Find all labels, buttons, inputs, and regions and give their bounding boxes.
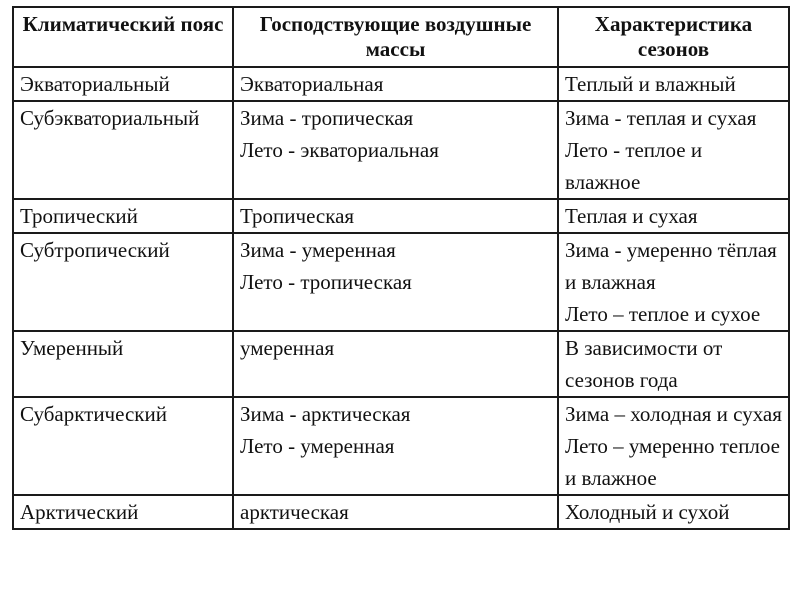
zone-label: Субарктический bbox=[20, 402, 167, 426]
cell-air-masses bbox=[233, 199, 558, 233]
zone-label: Тропический bbox=[20, 204, 138, 228]
cell-zone bbox=[13, 495, 233, 529]
climate-zones-table bbox=[12, 6, 790, 530]
cell-seasons bbox=[558, 397, 789, 495]
table-row bbox=[13, 199, 789, 233]
cell-seasons bbox=[558, 67, 789, 101]
cell-air-masses bbox=[233, 101, 558, 199]
zone-label: Субтропический bbox=[20, 238, 170, 262]
table-row bbox=[13, 101, 789, 199]
season-line: Теплая и сухая bbox=[565, 204, 698, 228]
cell-seasons bbox=[558, 233, 789, 331]
zone-label: Субэкваториальный bbox=[20, 106, 200, 130]
header-air-masses: Господствующие воздушные массы bbox=[233, 7, 558, 67]
air-mass-line: Зима - тропическая bbox=[240, 106, 414, 130]
cell-zone bbox=[13, 397, 233, 495]
season-line: Лето - теплое и влажное bbox=[565, 138, 703, 194]
air-mass-line: Зима - умеренная bbox=[240, 238, 396, 262]
cell-seasons bbox=[558, 101, 789, 199]
zone-label: Экваториальный bbox=[20, 72, 170, 96]
zone-label: Арктический bbox=[20, 500, 139, 524]
table-row bbox=[13, 233, 789, 331]
air-mass-line: Тропическая bbox=[240, 204, 355, 228]
cell-seasons bbox=[558, 331, 789, 397]
cell-zone bbox=[13, 67, 233, 101]
cell-air-masses bbox=[233, 331, 558, 397]
season-line: Лето – теплое и сухое bbox=[565, 302, 761, 326]
air-mass-line: Лето - экваториальная bbox=[240, 138, 439, 162]
cell-zone bbox=[13, 101, 233, 199]
cell-zone bbox=[13, 233, 233, 331]
cell-zone bbox=[13, 199, 233, 233]
cell-air-masses bbox=[233, 67, 558, 101]
cell-air-masses bbox=[233, 397, 558, 495]
cell-seasons bbox=[558, 495, 789, 529]
season-line: В зависимости от сезонов года bbox=[565, 336, 723, 392]
cell-zone bbox=[13, 331, 233, 397]
table-row bbox=[13, 495, 789, 529]
air-mass-line: Экваториальная bbox=[240, 72, 384, 96]
zone-label: Умеренный bbox=[20, 336, 124, 360]
air-mass-line: Зима - арктическая bbox=[240, 402, 411, 426]
cell-air-masses bbox=[233, 495, 558, 529]
table-row bbox=[13, 331, 789, 397]
air-mass-line: Лето - умеренная bbox=[240, 434, 395, 458]
table-row bbox=[13, 67, 789, 101]
cell-air-masses bbox=[233, 233, 558, 331]
season-line: Зима – холодная и сухая bbox=[565, 402, 782, 426]
table-row bbox=[13, 397, 789, 495]
air-mass-line: Лето - тропическая bbox=[240, 270, 412, 294]
season-line: Зима - умеренно тёплая и влажная bbox=[565, 238, 777, 294]
season-line: Лето – умеренно теплое и влажное bbox=[565, 434, 780, 490]
season-line: Зима - теплая и сухая bbox=[565, 106, 757, 130]
air-mass-line: арктическая bbox=[240, 500, 349, 524]
table-header-row bbox=[13, 7, 789, 67]
season-line: Холодный и сухой bbox=[565, 500, 730, 524]
header-seasons: Характеристика сезонов bbox=[558, 7, 789, 67]
cell-seasons bbox=[558, 199, 789, 233]
header-zone: Климатический пояс bbox=[13, 7, 233, 67]
air-mass-line: умеренная bbox=[240, 336, 335, 360]
season-line: Теплый и влажный bbox=[565, 72, 736, 96]
